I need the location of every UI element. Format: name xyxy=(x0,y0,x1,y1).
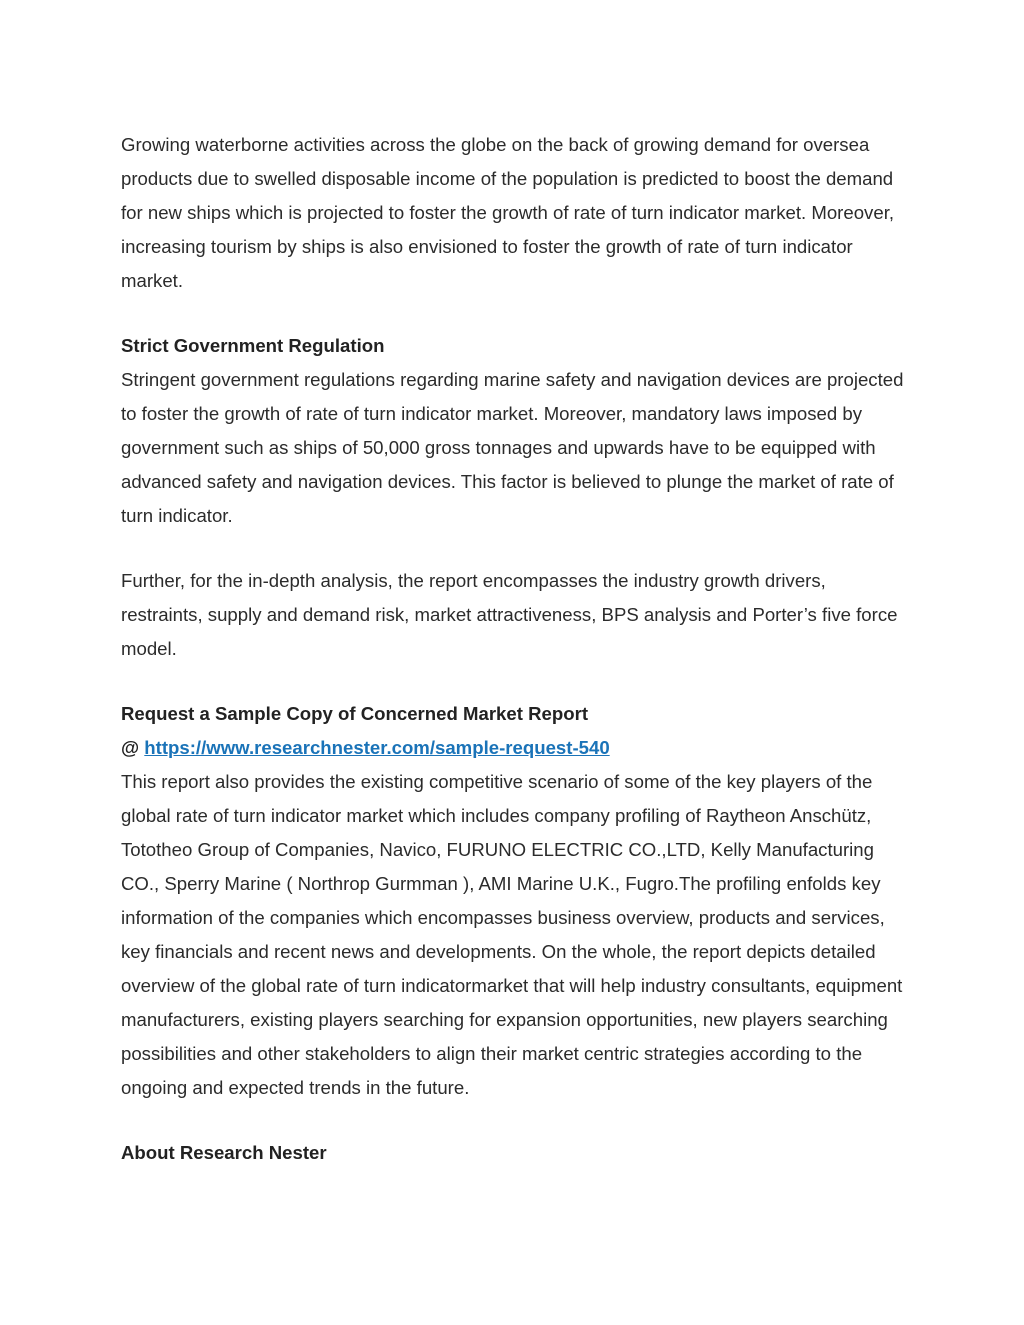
spacer xyxy=(121,298,911,329)
sample-request-link[interactable]: https://www.researchnester.com/sample-request-540 xyxy=(144,737,610,758)
spacer xyxy=(121,1105,911,1136)
paragraph-analysis: Further, for the in-depth analysis, the report encompasses the industry growth drivers, restraints, supply and demand risk, market attractiveness, BPS analysis and Porter’s five force model. xyxy=(121,570,898,659)
heading-regulation: Strict Government Regulation xyxy=(121,335,385,356)
paragraph-regulation: Stringent government regulations regarding marine safety and navigation devices are projected to foster the growth of rate of turn indicator market. Moreover, mandatory laws imposed by government such as ships of 50,000 gross tonnages and upwards have to be equipped with advanced safety and navigation devices. This factor is believed to plunge the market of rate of turn indicator. xyxy=(121,369,904,526)
paragraph-demand: Growing waterborne activities across the globe on the back of growing demand for oversea products due to swelled disposable income of the population is predicted to boost the demand for new ships which is projected to foster the growth of rate of turn indicator market. Moreover, increasing tourism by ships is also envisioned to foster the growth of rate of turn indicator market. xyxy=(121,134,895,291)
sample-link-line xyxy=(121,731,911,765)
at-sign: @ xyxy=(121,737,145,758)
spacer xyxy=(121,666,911,697)
spacer xyxy=(121,533,911,564)
heading-about: About Research Nester xyxy=(121,1142,327,1163)
paragraph-key-players: This report also provides the existing competitive scenario of some of the key players of the global rate of turn indicator market which includes company profiling of Raytheon Anschütz, Tototheo Group of Companies, Navico, FURUNO ELECTRIC CO.,LTD, Kelly Manufacturing CO., Sperry Marine ( Northrop Gurmman ), AMI Marine U.K., Fugro.The profiling enfolds key information of the companies which encompasses business overview, products and services, key financials and recent news and developments. On the whole, the report depicts detailed overview of the global rate of turn indicatormarket that will help industry consultants, equipment manufacturers, existing players searching for expansion opportunities, new players searching possibilities and other stakeholders to align their market centric strategies according to the ongoing and expected trends in the future. xyxy=(121,771,903,1098)
heading-sample-request: Request a Sample Copy of Concerned Market Report xyxy=(121,703,589,724)
document-page xyxy=(121,128,911,1170)
